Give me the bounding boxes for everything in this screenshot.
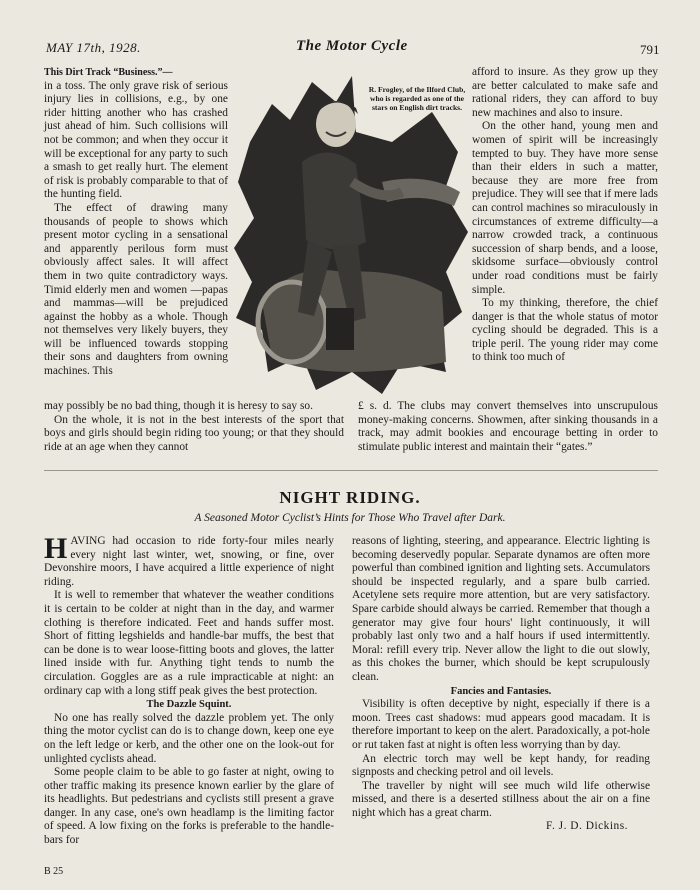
paragraph: No one has really solved the dazzle problem yet. The only thing the motor cyclist can do is to change down, keep one eye on the left ledge or kerb, and the other one on the look-out for unlighted cyclists ahead. <box>44 711 334 765</box>
paragraph: Some people claim to be able to go faster at night, owing to other traffic making its presence known earlier by the glare of its headlights. But pedestrians and cyclists still present a grave danger. In any case, one's own headlamp is the limiting factor of speed. A low fixing on the forks is preferable to the handle-bars for <box>44 766 334 847</box>
drop-cap: H <box>44 532 68 565</box>
paragraph: may possibly be no bad thing, though it is heresy to say so. <box>44 400 313 412</box>
paragraph: £ s. d. The clubs may convert themselves into unscrupulous money-making concerns. Showmen, after sinking thousands in a track, may admit bookies and encourage betting in order to stimulate public interest and maintain their “gates.” <box>358 400 658 453</box>
photo-caption: R. Frogley, of the Ilford Club, who is regarded as one of the stars on English dirt tracks. <box>368 85 466 112</box>
dirt-track-bridge-text <box>44 400 658 454</box>
bridge-right <box>358 400 658 454</box>
paragraph: AVING had occasion to ride forty-four miles nearly every night last winter, wet, snowing, or fine, over Devonshire moors, I have acquired a little experience of night riding. <box>44 535 334 588</box>
article-subtitle: A Seasoned Motor Cyclist’s Hints for Those Who Travel after Dark. <box>194 512 506 524</box>
page-number: 791 <box>640 42 660 57</box>
article-title: NIGHT RIDING. <box>279 488 421 507</box>
rider-photo-image <box>232 72 470 398</box>
rider-photograph <box>232 72 470 398</box>
paragraph: in a toss. The only grave risk of serious injury lies in collisions, e.g., by one rider hitting another who has crashed just ahead of him. Such collisions will not be common; and when they occur it will be exceptional for any party to such a smash to get really hurt. The element of risk is probably comparable to that of the hunting field. <box>44 79 228 201</box>
paragraph: It is well to remember that whatever the weather conditions it is certain to be colder at night than in the day, and warmer clothing is therefore indicated. Feet and hands suffer most. Short of fitting legshields and handle-bar muffs, the best that can be done is to wear loose-fitting boots and gloves, the latter lined inside with fur. Anything tight tends to numb the circulation. Goggles are as a rule impracticable at night: an ordinary cap with a long stiff peak gives the best protection. <box>44 589 334 697</box>
issue-date: MAY 17th, 1928. <box>46 40 141 55</box>
paragraph: On the other hand, young men and women of spirit will be increasingly tempted to buy. They have more sense than their elders in such a matter, because they are more free from prejudice. They will see that if mere lads can control machines so miraculously in circumstances of extreme difficulty—a narrow crowded track, a continuous succession of sharp bends, and a loose, skidsome surface—obviously control under road conditions must be fairly simple. <box>472 120 658 296</box>
paragraph: The traveller by night will see much wild life otherwise missed, and there is a deserted stillness about the air on a fine night which has a great charm. <box>352 779 650 819</box>
paragraph: To my thinking, therefore, the chief danger is that the whole status of motor cycling should be degraded. This is a triple peril. The young rider may come to think too much of <box>472 297 658 364</box>
magazine-logo: The Motor Cycle <box>296 38 408 54</box>
paragraph: Visibility is often deceptive by night, especially if there is a moon. Trees cast shadows: mud appears good macadam. It is therefore important to keep on the alert. Paradoxically, a pot-hole or rut taken fast at night is often less worrying than by day. <box>352 698 650 751</box>
section-divider <box>44 470 658 471</box>
subhead-dazzle-squint: The Dazzle Squint. <box>146 699 232 711</box>
night-riding-left-column <box>44 532 334 848</box>
author-signature: F. J. D. Dickins. <box>546 820 628 833</box>
bridge-left <box>44 400 344 454</box>
night-riding-right-column <box>352 535 650 834</box>
subhead-fancies: Fancies and Fantasies. <box>450 685 552 697</box>
dirt-track-right-column <box>472 66 658 365</box>
paragraph: An electric torch may well be kept handy, for reading signposts and checking petrol and oil levels. <box>352 752 650 779</box>
paragraph: afford to insure. As they grow up they are better calculated to make safe and rational riders, they can afford to buy new machines and also to insure. <box>472 66 658 119</box>
dirt-track-left-column <box>44 66 228 379</box>
paragraph: reasons of lighting, steering, and appearance. Electric lighting is becoming deservedly popular. Separate dynamos are often more powerful than combined ignition and lighting sets. Accumulators should be inspected regularly, and a spare bulb carried. Acetylene sets require more attention, but are very satisfactory. Spare carbide should always be carried. Remember that though a generator may give four hours' light continuously, it will probably last only two and a half hours if used intermittently. Moral: refill every trip. Never allow the light to die out slowly, as this chokes the burner, which should be kept scrupulously clean. <box>352 535 650 683</box>
paragraph: On the whole, it is not in the best interests of the sport that boys and girls should begin riding too young; or that they should ride at an age when they cannot <box>44 413 344 453</box>
footer-code: B 25 <box>44 866 64 877</box>
running-head: This Dirt Track “Business.”— <box>44 67 173 78</box>
paragraph: The effect of drawing many thousands of people to shows which present motor cycling in a sensational and apparently perilous form must obviously affect sales. It will affect them in two quite contradictory ways. Timid elderly men and women —papas and mammas—will be prejudiced against the hobby as a whole. Though not themselves very likely buyers, they will be influenced towards stopping their sons and daughters from owning machines. This <box>44 201 228 378</box>
